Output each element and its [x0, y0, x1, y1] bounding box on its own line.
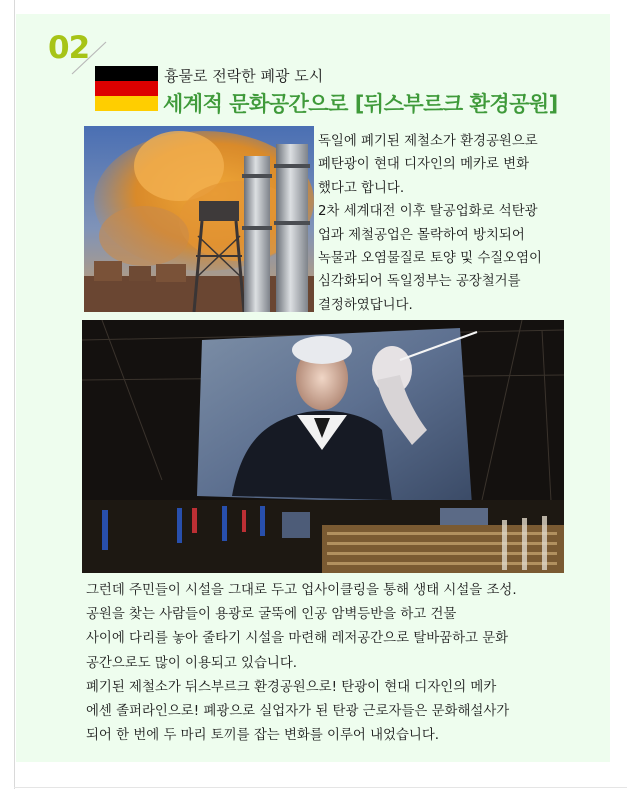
left-border-line [14, 0, 15, 789]
german-flag-icon [95, 66, 158, 111]
flag-stripe-black [95, 66, 158, 81]
para1-line: 업과 제철공업은 몰락하여 방치되어 [318, 227, 525, 243]
para1-line: 결정하였답니다. [318, 297, 413, 313]
flag-stripe-red [95, 81, 158, 96]
para1-line: 2차 세계대전 이후 탈공업화로 석탄광 [318, 204, 538, 220]
para1-line: 했다고 합니다. [318, 180, 405, 196]
section-number: 02 [48, 30, 90, 66]
para2-line: 에센 졸퍼라인으로! 폐광으로 실업자가 된 탄광 근로자들은 문화해설사가 [86, 704, 510, 720]
para2-line: 공원을 찾는 사람들이 용광로 굴뚝에 인공 암벽등반을 하고 건물 [86, 607, 457, 623]
bottom-border-line [14, 787, 627, 788]
intro-paragraph [318, 130, 572, 317]
para2-line: 그런데 주민들이 시설을 그대로 두고 업사이클링을 통해 생태 시설을 조성. [86, 583, 517, 598]
para2-line: 공간으로도 많이 이용되고 있습니다. [86, 655, 298, 671]
section-title: 세계적 문화공간으로 [뒤스부르크 환경공원] [163, 92, 558, 116]
section-subtitle: 흉물로 전락한 폐광 도시 [164, 67, 324, 85]
para2-line: 폐기된 제철소가 뒤스부르크 환경공원으로! 탄광이 현대 디자인의 메카 [86, 679, 497, 695]
para1-line: 심각화되어 독일정부는 공장철거를 [318, 274, 521, 290]
para2-line: 사이에 다리를 놓아 줄타기 시설을 마련해 레저공간으로 탈바꿈하고 문화 [86, 631, 509, 647]
para2-line: 되어 한 번에 두 마리 토끼를 잡는 변화를 이루어 내었습니다. [86, 728, 440, 744]
flag-stripe-gold [95, 96, 158, 111]
steel-plant-photo [84, 126, 314, 312]
para1-line: 녹물과 오염물질로 토양 및 수질오염이 [318, 251, 542, 267]
para1-line: 폐탄광이 현대 디자인의 메카로 변화 [318, 157, 530, 173]
concert-hall-photo [82, 320, 564, 573]
para1-line: 독일에 폐기된 제철소가 환경공원으로 [318, 134, 538, 149]
closing-paragraph [86, 579, 564, 748]
